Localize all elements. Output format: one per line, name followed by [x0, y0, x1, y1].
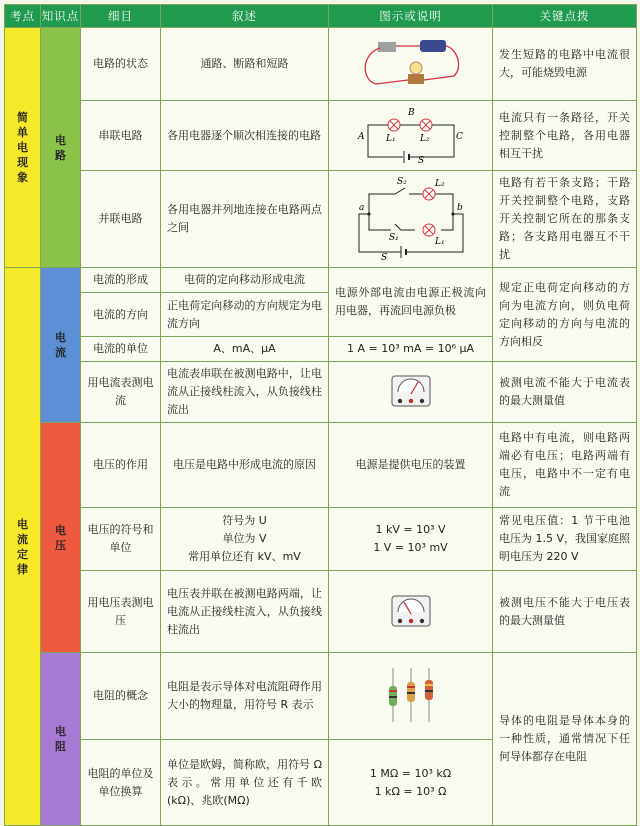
- label-s: S: [417, 155, 424, 165]
- table-row: [5, 28, 637, 101]
- ximu-cell: 电流的单位: [81, 337, 161, 362]
- zhishidian-label: 电路: [55, 133, 66, 162]
- guanjian-cell: 规定正电荷定向移动的方向为电流方向，则负电荷定向移动的方向与电流的方向相反: [493, 268, 637, 362]
- xushu-cell: 各用电器逐个顺次相连接的电路: [161, 101, 329, 171]
- xushu-cell: 通路、断路和短路: [161, 28, 329, 101]
- ximu-cell: 电流的方向: [81, 293, 161, 337]
- ximu-cell: 用电流表测电流: [81, 362, 161, 423]
- ximu-cell: 电阻的单位及单位换算: [81, 740, 161, 826]
- resistor-icon: [381, 664, 441, 724]
- table-row: [5, 423, 637, 508]
- xushu-cell: 电阻是表示导体对电流阻碍作用大小的物理量，用符号 R 表示: [161, 653, 329, 740]
- table-row: [5, 508, 637, 571]
- header-row: [5, 5, 637, 28]
- series-diagram-cell: [329, 101, 493, 171]
- header-ximu: 细目: [81, 5, 161, 28]
- zhishidian-cell: [41, 268, 81, 423]
- guanjian-cell: 电流只有一条路径，开关控制整个电路，各用电器相互干扰: [493, 101, 637, 171]
- guanjian-cell: 常见电压值：1 节干电池电压为 1.5 V，我国家庭照明电压为 220 V: [493, 508, 637, 571]
- guanjian-cell: 导体的电阻是导体本身的一种性质，通常情况下任何导体都存在电阻: [493, 653, 637, 826]
- label-a: a: [358, 203, 364, 213]
- tushi-cell: 电源是提供电压的装置: [329, 423, 493, 508]
- xushu-cell: 电压是电路中形成电流的原因: [161, 423, 329, 508]
- circuit-photo-cell: [329, 28, 493, 101]
- xushu-cell: A、mA、μA: [161, 337, 329, 362]
- xushu-line: 常用单位还有 kV、mV: [188, 550, 301, 563]
- guanjian-cell: 发生短路的电路中电流很大，可能烧毁电源: [493, 28, 637, 101]
- kaodian-cell: [5, 28, 41, 268]
- current-direction-note: 电源外部电流由电源正极流向用电器，再流回电源负极: [329, 268, 493, 337]
- kaodian-label: 简单电现象: [17, 111, 28, 184]
- header-xushu: 叙述: [161, 5, 329, 28]
- label-a: A: [357, 131, 364, 142]
- xushu-cell: 电流表串联在被测电路中，让电流从正接线柱流入，从负接线柱流出: [161, 362, 329, 423]
- ammeter-icon: [388, 370, 434, 410]
- resistor-cell: [329, 653, 493, 740]
- ximu-cell: 电流的形成: [81, 268, 161, 293]
- zhishidian-label: 电阻: [55, 725, 66, 753]
- ximu-cell: 电压的作用: [81, 423, 161, 508]
- xushu-cell: 单位是欧姆，简称欧，用符号 Ω 表示。常用单位还有千欧(kΩ)、兆欧(MΩ): [161, 740, 329, 826]
- parallel-diagram-cell: [329, 171, 493, 268]
- ammeter-cell: [329, 362, 493, 423]
- guanjian-cell: 被测电流不能大于电流表的最大测量值: [493, 362, 637, 423]
- table-row: [5, 171, 637, 268]
- tushi-line: 1 MΩ = 10³ kΩ: [369, 766, 452, 780]
- series-circuit-diagram: [356, 103, 466, 165]
- label-l2: L₂: [419, 133, 430, 144]
- table-row: [5, 268, 637, 293]
- label-l2: L₂: [434, 179, 445, 189]
- label-s2: S₂: [396, 177, 407, 187]
- ximu-cell: 电路的状态: [81, 28, 161, 101]
- ximu-cell: 并联电路: [81, 171, 161, 268]
- zhishidian-cell: [41, 653, 81, 826]
- xushu-cell: 电荷的定向移动形成电流: [161, 268, 329, 293]
- voltmeter-cell: [329, 571, 493, 653]
- ximu-cell: 用电压表测电压: [81, 571, 161, 653]
- header-tushi: 图示或说明: [329, 5, 493, 28]
- guanjian-cell: 被测电压不能大于电压表的最大测量值: [493, 571, 637, 653]
- ximu-cell: 电压的符号和单位: [81, 508, 161, 571]
- kaodian-cell: [5, 268, 41, 826]
- tushi-line: 1 V = 10³ mV: [373, 541, 448, 554]
- label-b: b: [456, 203, 463, 213]
- table-row: [5, 362, 637, 423]
- label-s1: S₁: [388, 233, 399, 243]
- voltmeter-icon: [388, 590, 434, 630]
- label-s: S: [380, 253, 387, 260]
- zhishidian-cell: [41, 423, 81, 653]
- zhishidian-label: 电压: [55, 523, 66, 552]
- zhishidian-label: 电流: [55, 331, 66, 359]
- tushi-cell: [329, 508, 493, 571]
- label-b: B: [407, 107, 415, 118]
- label-l1: L₁: [385, 133, 396, 144]
- header-zhishidian: 知识点: [41, 5, 81, 28]
- tushi-line: 1 kΩ = 10³ Ω: [374, 784, 447, 798]
- xushu-cell: 各用电器并列地连接在电路两点之间: [161, 171, 329, 268]
- ximu-cell: 串联电路: [81, 101, 161, 171]
- label-l1: L₁: [434, 237, 445, 247]
- xushu-line: 符号为 U: [222, 514, 267, 527]
- xushu-line: 单位为 V: [222, 532, 267, 545]
- xushu-cell: 电压表并联在被测电路两端，让电流从正接线柱流入，从负接线柱流出: [161, 571, 329, 653]
- circuit-photo-illustration: [356, 34, 466, 90]
- ximu-cell: 电阻的概念: [81, 653, 161, 740]
- zhishidian-cell: [41, 28, 81, 268]
- guanjian-cell: 电路中有电流，则电路两端必有电压；电路两端有电压，电路中不一定有电流: [493, 423, 637, 508]
- parallel-circuit-diagram: [351, 174, 471, 260]
- knowledge-table: [4, 4, 637, 826]
- tushi-line: 1 kV = 10³ V: [375, 523, 446, 536]
- guanjian-cell: 电路有若干条支路；干路开关控制整个电路，支路开关控制它所在的那条支路；各支路用电器互不干扰: [493, 171, 637, 268]
- kaodian-label: 电流定律: [17, 517, 28, 576]
- header-kaodian: 考点: [5, 5, 41, 28]
- label-c: C: [455, 131, 463, 142]
- table-row: [5, 571, 637, 653]
- table-row: [5, 653, 637, 740]
- table-row: [5, 101, 637, 171]
- xushu-cell: [161, 508, 329, 571]
- header-guanjian: 关键点拨: [493, 5, 637, 28]
- tushi-cell: 1 A = 10³ mA = 10⁶ μA: [329, 337, 493, 362]
- xushu-cell: 正电荷定向移动的方向规定为电流方向: [161, 293, 329, 337]
- tushi-cell: [329, 740, 493, 826]
